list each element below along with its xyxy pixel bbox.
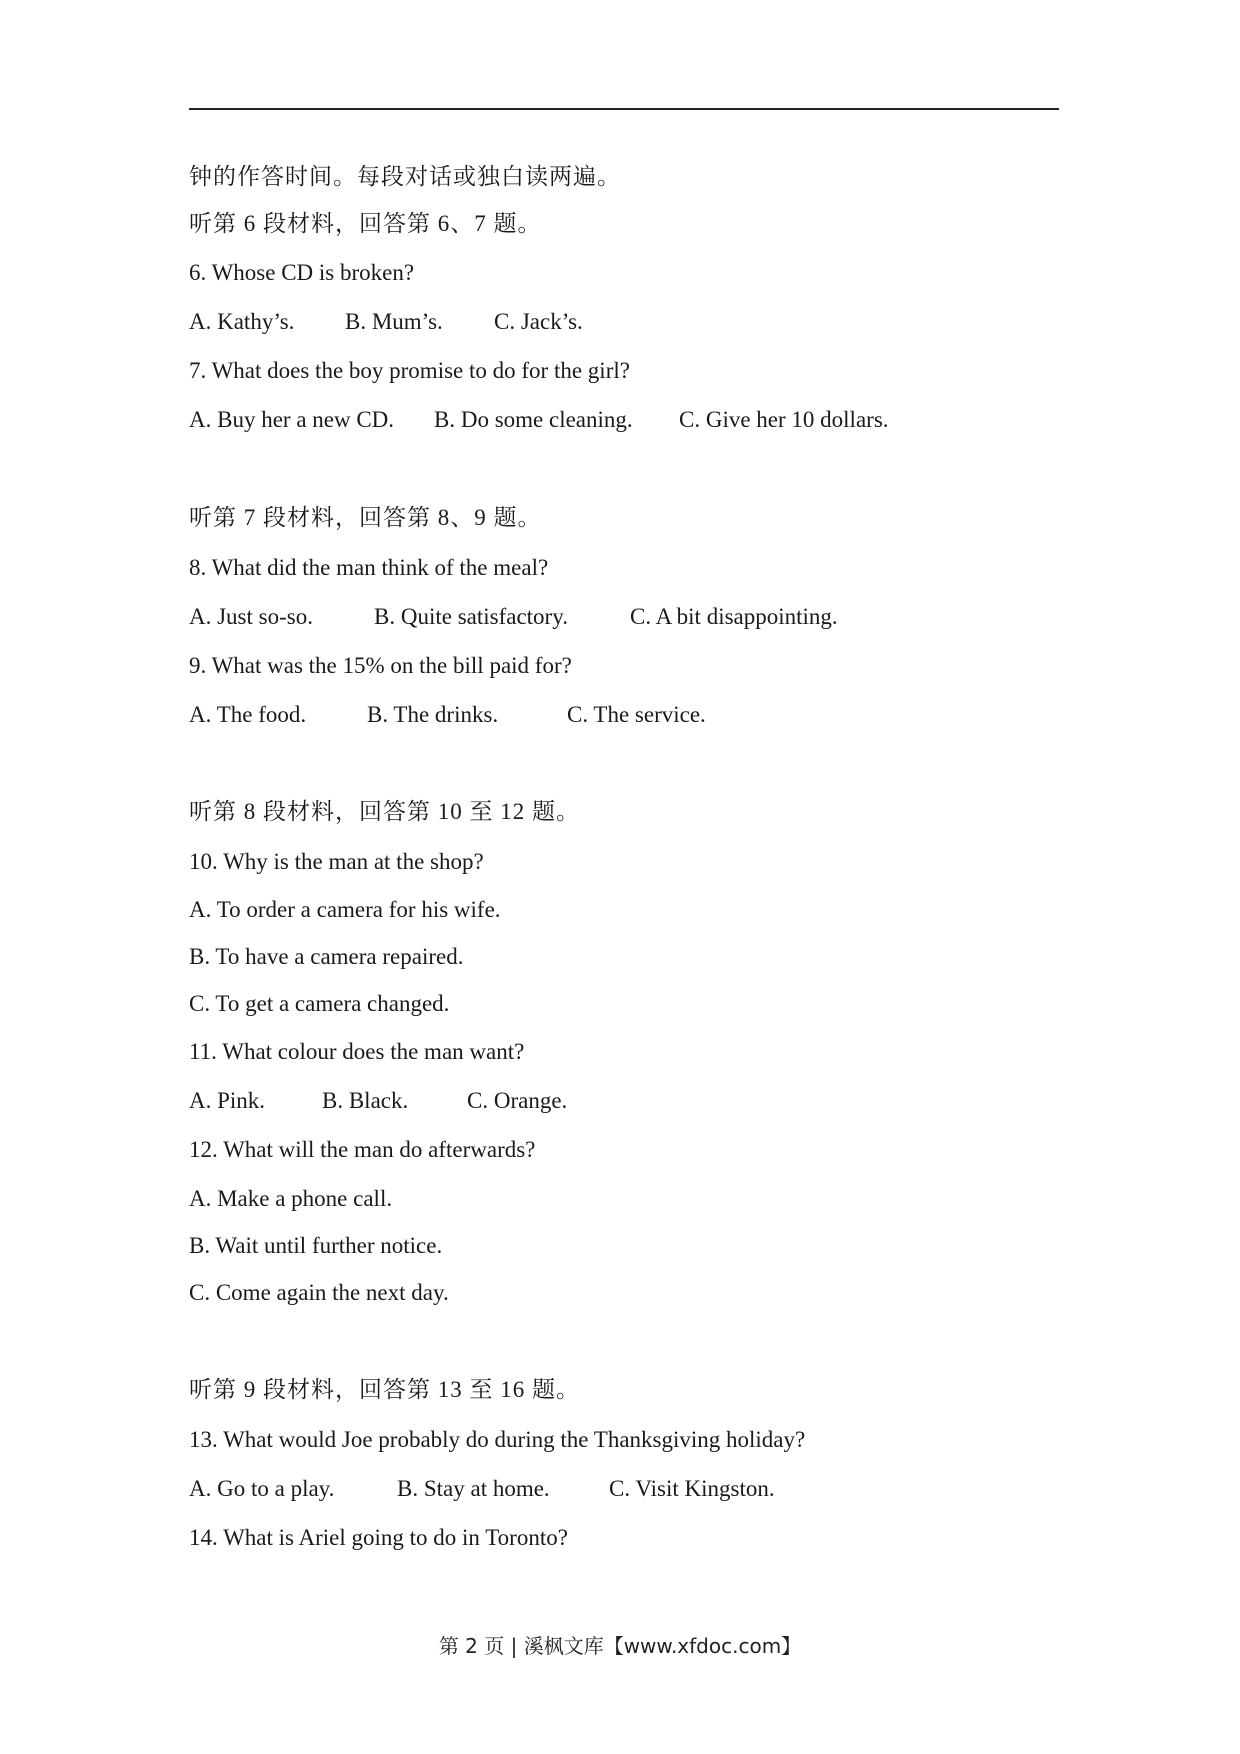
question-9-option-c: C. The service. bbox=[567, 702, 706, 727]
question-10-option-a: A. To order a camera for his wife. bbox=[189, 897, 501, 922]
question-13-option-c: C. Visit Kingston. bbox=[609, 1476, 775, 1501]
question-6-option-c: C. Jack’s. bbox=[494, 309, 583, 334]
question-10-option-c: C. To get a camera changed. bbox=[189, 991, 450, 1016]
question-12-option-b: B. Wait until further notice. bbox=[189, 1233, 443, 1258]
question-12-option-a: A. Make a phone call. bbox=[189, 1186, 393, 1211]
section-heading-6: 听第 6 段材料，回答第 6、7 题。 bbox=[189, 211, 542, 236]
question-10: 10. Why is the man at the shop? bbox=[189, 849, 484, 874]
question-8-option-b: B. Quite satisfactory. bbox=[374, 604, 568, 629]
question-11-option-b: B. Black. bbox=[322, 1088, 409, 1113]
question-11: 11. What colour does the man want? bbox=[189, 1039, 525, 1064]
page-footer: 第 2 页 | 溪枫文库【www.xfdoc.com】 bbox=[438, 1634, 802, 1658]
question-9-option-b: B. The drinks. bbox=[367, 702, 499, 727]
question-11-option-c: C. Orange. bbox=[467, 1088, 568, 1113]
question-10-option-b: B. To have a camera repaired. bbox=[189, 944, 464, 969]
section-heading-9: 听第 9 段材料，回答第 13 至 16 题。 bbox=[189, 1377, 580, 1402]
section-heading-8: 听第 8 段材料，回答第 10 至 12 题。 bbox=[189, 799, 580, 824]
question-8: 8. What did the man think of the meal? bbox=[189, 555, 549, 580]
question-6-option-b: B. Mum’s. bbox=[345, 309, 443, 334]
question-11-option-a: A. Pink. bbox=[189, 1088, 266, 1113]
question-13-option-a: A. Go to a play. bbox=[189, 1476, 335, 1501]
question-13-option-b: B. Stay at home. bbox=[397, 1476, 550, 1501]
header-rule bbox=[189, 108, 1059, 110]
question-14: 14. What is Ariel going to do in Toronto? bbox=[189, 1525, 568, 1550]
question-12-option-c: C. Come again the next day. bbox=[189, 1280, 449, 1305]
question-7-option-c: C. Give her 10 dollars. bbox=[679, 407, 889, 432]
question-6: 6. Whose CD is broken? bbox=[189, 260, 415, 285]
question-7-option-a: A. Buy her a new CD. bbox=[189, 407, 395, 432]
question-13: 13. What would Joe probably do during the Thanksgiving holiday? bbox=[189, 1427, 806, 1452]
question-9: 9. What was the 15% on the bill paid for? bbox=[189, 653, 572, 678]
question-8-option-a: A. Just so-so. bbox=[189, 604, 313, 629]
question-7-option-b: B. Do some cleaning. bbox=[434, 407, 633, 432]
question-7: 7. What does the boy promise to do for the girl? bbox=[189, 358, 630, 383]
question-12: 12. What will the man do afterwards? bbox=[189, 1137, 536, 1162]
section-heading-7: 听第 7 段材料，回答第 8、9 题。 bbox=[189, 505, 542, 530]
question-8-option-c: C. A bit disappointing. bbox=[630, 604, 838, 629]
question-6-option-a: A. Kathy’s. bbox=[189, 309, 295, 334]
question-9-option-a: A. The food. bbox=[189, 702, 307, 727]
intro-text: 钟的作答时间。每段对话或独白读两遍。 bbox=[189, 164, 621, 189]
